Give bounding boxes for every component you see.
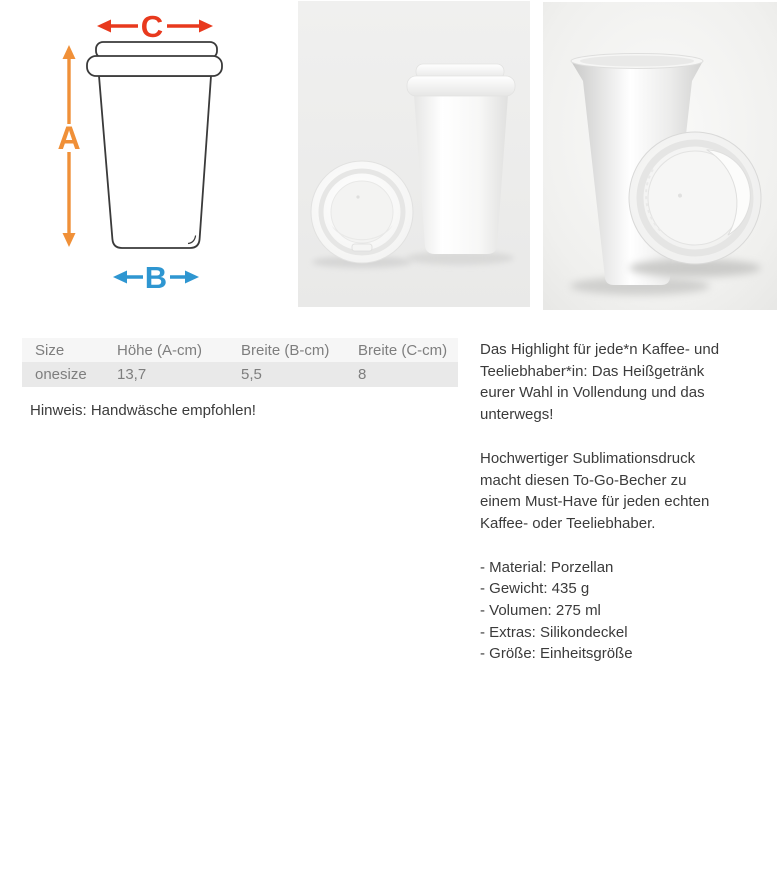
width-arrow-c (97, 9, 213, 44)
col-header-breite-c: Breite (C-cm) (358, 341, 448, 359)
width-arrow-b (113, 260, 199, 295)
height-arrow-a (57, 45, 80, 247)
size-table (22, 338, 458, 387)
care-note: Hinweis: Handwäsche empfohlen! (30, 402, 256, 419)
dimension-label-b: B (144, 260, 168, 295)
mug-outline-drawing (87, 42, 222, 248)
description-line: unterwegs! (480, 406, 554, 424)
spec-item-groesse: - Größe: Einheitsgröße (480, 645, 633, 663)
product-photo-lid-leaning (543, 2, 777, 310)
col-header-breite-b: Breite (B-cm) (241, 341, 330, 359)
cell-breite-b: 5,5 (241, 366, 262, 383)
size-table-header-row (22, 338, 458, 362)
product-photo-mug-and-lid (298, 1, 530, 307)
product-description (480, 339, 777, 687)
spec-item-volumen: - Volumen: 275 ml (480, 602, 601, 620)
col-header-size: Size (35, 341, 65, 359)
description-paragraph-1 (480, 339, 777, 426)
description-line: einem Must-Have für jeden echten (480, 493, 710, 511)
spec-item-material: - Material: Porzellan (480, 558, 614, 576)
description-line: Kaffee- oder Teeliebhaber. (480, 514, 656, 532)
description-line: Das Highlight für jede*n Kaffee- und (480, 341, 720, 358)
dimension-label-c: C (140, 9, 164, 44)
description-line: eurer Wahl in Vollendung und das (480, 384, 705, 402)
col-header-hoehe-a: Höhe (A-cm) (117, 341, 203, 359)
description-line: Teeliebhaber*in: Das Heißgetränk (480, 362, 705, 380)
description-paragraph-2 (480, 448, 777, 535)
cell-hoehe-a: 13,7 (117, 366, 147, 383)
spec-item-gewicht: - Gewicht: 435 g (480, 580, 590, 598)
dimension-label-a: A (57, 120, 81, 156)
cell-breite-c: 8 (358, 366, 367, 383)
description-line: macht diesen To-Go-Becher zu (480, 471, 687, 489)
description-line: Hochwertiger Sublimationsdruck (480, 449, 696, 467)
cell-size: onesize (35, 366, 87, 383)
size-table-row-onesize (22, 362, 458, 387)
spec-item-extras: - Extras: Silikondeckel (480, 623, 628, 641)
size-diagram (30, 0, 260, 300)
product-specs (480, 557, 777, 666)
